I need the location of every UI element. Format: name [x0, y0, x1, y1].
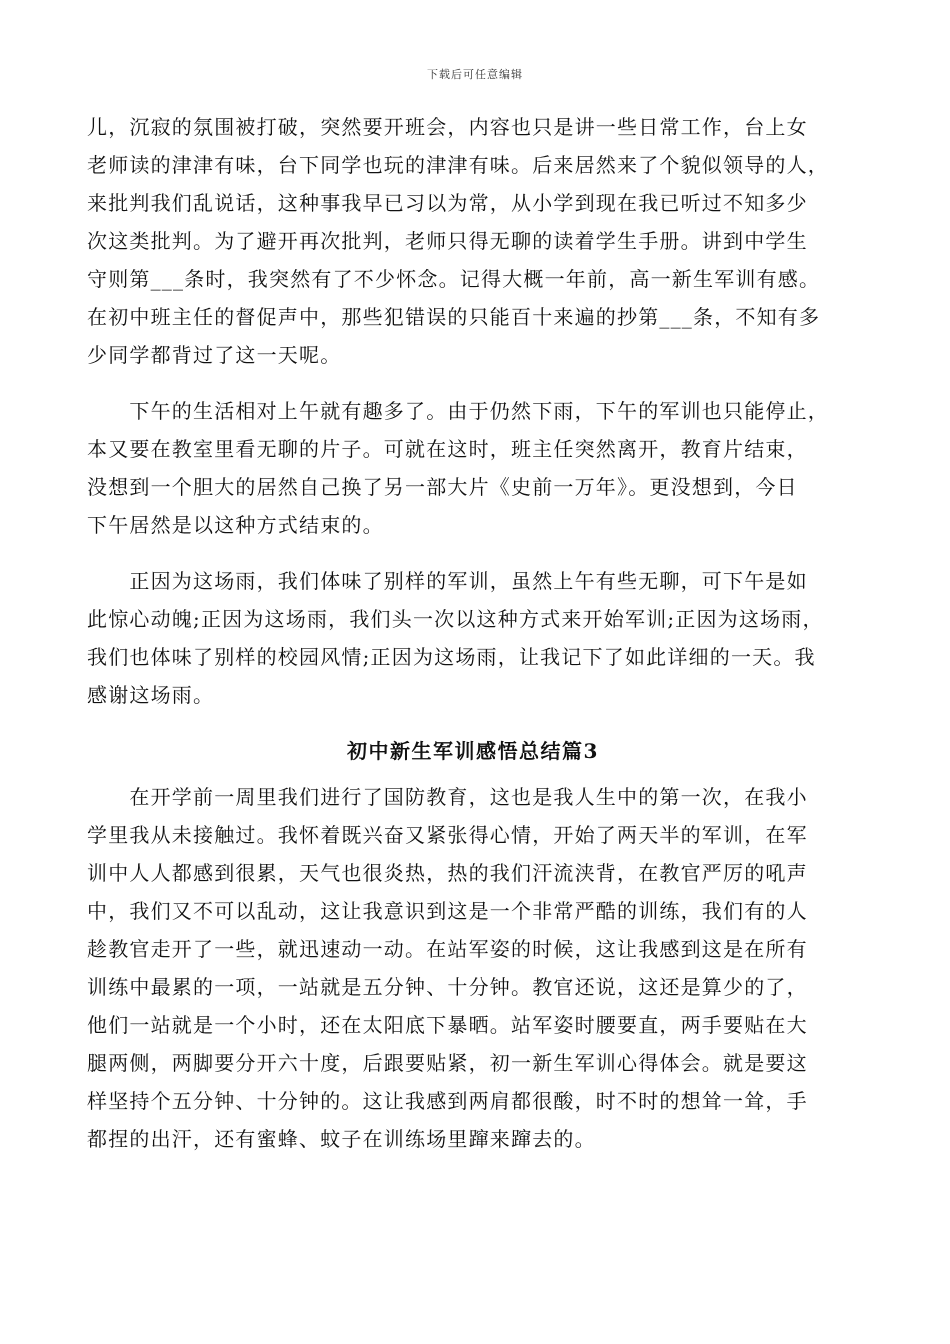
paragraph-gap: [87, 714, 859, 732]
text-line: 来批判我们乱说话，这种事我早已习以为常，从小学到现在我已听过不知多少: [87, 191, 808, 215]
text-line: 儿，沉寂的氛围被打破，突然要开班会，内容也只是讲一些日常工作，台上女: [87, 115, 808, 139]
text-line: 趁教官走开了一些，就迅速动一动。在站军姿的时候，这让我感到这是在所有: [87, 937, 808, 961]
text-line: 学里我从未接触过。我怀着既兴奋又紧张得心情，开始了两天半的军训，在军: [87, 823, 808, 847]
paragraph-1: [87, 108, 859, 374]
text-line: 守则第___条时，我突然有了不少怀念。记得大概一年前，高一新生军训有感。: [87, 267, 821, 291]
text-line: 此惊心动魄;正因为这场雨，我们头一次以这种方式来开始军训;正因为这场雨，: [87, 607, 824, 631]
paragraph-gap: [87, 544, 859, 562]
header-note: 下载后可任意编辑: [427, 68, 523, 81]
document-body: [87, 108, 859, 1158]
text-line: 正因为这场雨，我们体味了别样的军训，虽然上午有些无聊，可下午是如: [87, 569, 808, 593]
text-line: 在初中班主任的督促声中，那些犯错误的只能百十来遍的抄第___条，不知有多: [87, 305, 821, 329]
text-line: 他们一站就是一个小时，还在太阳底下暴晒。站军姿时腰要直，两手要贴在大: [87, 1013, 808, 1037]
paragraph-2: [87, 392, 859, 544]
paragraph-3: [87, 562, 859, 714]
paragraph-4: [87, 778, 859, 1158]
text-line: 下午的生活相对上午就有趣多了。由于仍然下雨，下午的军训也只能停止，: [87, 399, 829, 423]
paragraph-gap: [87, 374, 859, 392]
text-line: 腿两侧，两脚要分开六十度，后跟要贴紧，初一新生军训心得体会。就是要这: [87, 1051, 808, 1075]
text-line: 本又要在教室里看无聊的片子。可就在这时，班主任突然离开，教育片结束，: [87, 437, 808, 461]
text-line: 中，我们又不可以乱动，这让我意识到这是一个非常严酷的训练，我们有的人: [87, 899, 808, 923]
paragraph-gap: [87, 770, 859, 778]
text-line: 训中人人都感到很累，天气也很炎热，热的我们汗流浃背，在教官严厉的吼声: [87, 861, 808, 885]
text-line: 少同学都背过了这一天呢。: [87, 343, 342, 367]
text-line: 老师读的津津有味，台下同学也玩的津津有味。后来居然来了个貌似领导的人，: [87, 153, 829, 177]
text-line: 感谢这场雨。: [87, 683, 215, 707]
text-line: 都捏的出汗，还有蜜蜂、蚊子在训练场里蹿来蹿去的。: [87, 1127, 596, 1151]
text-line: 我们也体味了别样的校园风情;正因为这场雨，让我记下了如此详细的一天。我: [87, 645, 816, 669]
text-line: 训练中最累的一项，一站就是五分钟、十分钟。教官还说，这还是算少的了，: [87, 975, 808, 999]
text-line: 下午居然是以这种方式结束的。: [87, 513, 384, 537]
text-line: 没想到一个胆大的居然自己换了另一部大片《史前一万年》。更没想到，今日: [87, 475, 798, 499]
text-line: 样坚持个五分钟、十分钟的。这让我感到两肩都很酸，时不时的想耸一耸，手: [87, 1089, 808, 1113]
text-line: 在开学前一周里我们进行了国防教育，这也是我人生中的第一次，在我小: [87, 785, 808, 809]
text-line: 次这类批判。为了避开再次批判，老师只得无聊的读着学生手册。讲到中学生: [87, 229, 808, 253]
section-title: 初中新生军训感悟总结篇3: [347, 739, 599, 763]
